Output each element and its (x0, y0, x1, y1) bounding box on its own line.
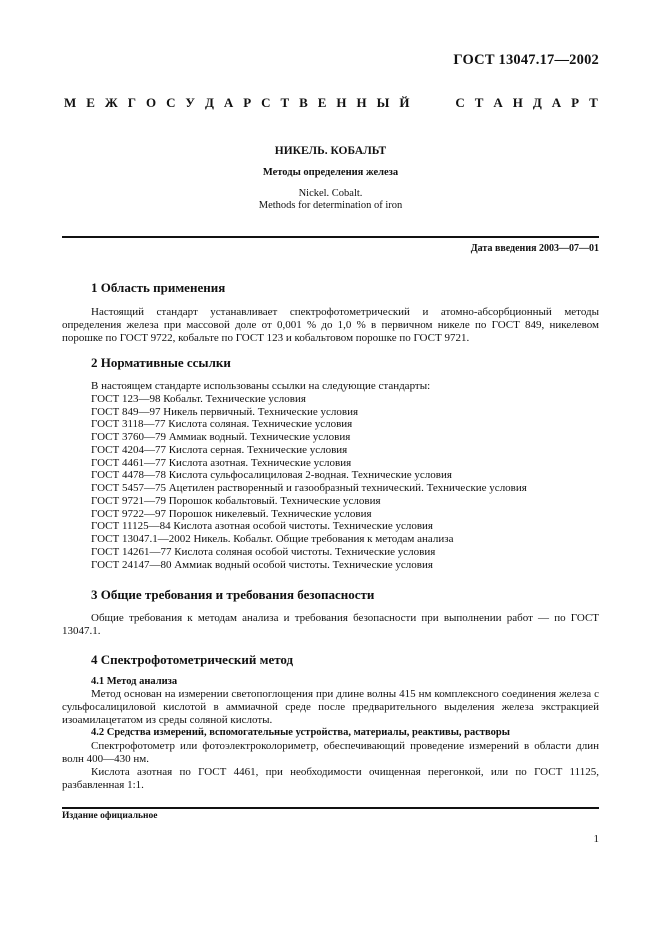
banner-letter: М (64, 95, 77, 110)
reference-item: ГОСТ 849—97 Никель первичный. Технические условия (91, 405, 359, 418)
banner-word-gap (419, 95, 445, 111)
title-divider (62, 236, 599, 238)
banner-letter: Р (571, 95, 580, 110)
page-number: 1 (593, 833, 599, 845)
banner-letter: Н (336, 95, 347, 110)
reference-item: ГОСТ 3760—79 Аммиак водный. Технические условия (91, 431, 351, 443)
reference-item: ГОСТ 11125—84 Кислота азотная особой чистоты. Технические условия (91, 520, 433, 533)
banner-letter: Г (127, 95, 136, 110)
banner-letter: Т (474, 95, 484, 110)
banner-letter: Н (356, 95, 367, 110)
reference-item: ГОСТ 123—98 Кобальт. Технические условия (91, 392, 306, 405)
normative-references-list (91, 380, 527, 571)
banner-letter: Т (589, 95, 598, 110)
section-1-heading: 1 Область применения (91, 280, 226, 295)
banner-letter: С (455, 95, 465, 110)
reference-item: ГОСТ 13047.1—2002 Никель. Кобальт. Общие требования к методам анализа (91, 533, 454, 545)
banner-letter: А (493, 95, 503, 110)
references-intro: В настоящем стандарте использованы ссылки на следующие стандарты: (91, 380, 431, 392)
english-title-line2: Methods for determination of iron (258, 200, 403, 211)
banner-letter: У (185, 95, 195, 110)
subsection-4-2-heading: 4.2 Средства измерений, вспомогательные устройства, материалы, реактивы, растворы (91, 727, 510, 738)
footer-divider (62, 807, 599, 809)
banner-letter: С (166, 95, 176, 110)
banner-letter: Ы (376, 95, 390, 110)
reference-item: ГОСТ 24147—80 Аммиак водный особой чистоты. Технические условия (91, 558, 433, 571)
banner-letter: В (299, 95, 308, 110)
reference-item: ГОСТ 9721—79 Порошок кобальтовый. Технические условия (91, 494, 381, 507)
banner-letter: О (145, 95, 157, 110)
banner-letter: Р (243, 95, 252, 110)
section-2-heading: 2 Нормативные ссылки (91, 355, 231, 370)
reference-item: ГОСТ 5457—75 Ацетилен растворенный и газообразный технический. Технические условия (91, 482, 527, 494)
reference-item: ГОСТ 14261—77 Кислота соляная особой чистоты. Технические условия (91, 545, 436, 558)
interstate-standard-banner (64, 95, 598, 111)
banner-letter: Е (317, 95, 327, 110)
banner-letter: Н (512, 95, 523, 110)
standard-number: ГОСТ 13047.17—2002 (453, 52, 599, 68)
document-subtitle: Методы определения железа (262, 167, 399, 178)
subsection-4-2-paragraph-1: Спектрофотометр или фотоэлектроколориметр, обеспечивающий проведение измерений в области длин волн 400—430 нм. (62, 740, 599, 765)
official-edition-label: Издание официальное (62, 811, 158, 821)
reference-item: ГОСТ 9722—97 Порошок никелевый. Технические условия (91, 507, 372, 520)
banner-letter: Т (280, 95, 290, 110)
document-title: НИКЕЛЬ. КОБАЛЬТ (274, 145, 387, 157)
subsection-4-1-heading: 4.1 Метод анализа (91, 676, 178, 687)
banner-letter: Е (86, 95, 95, 110)
section-1-text: Настоящий стандарт устанавливает спектрофотометрический и атомно-абсорбционный методы определения железа при массовой доле от 0,001 % до 1,0 % в первичном никеле по ГОСТ 849, никелевом порошке по ГОСТ 9722, кобальте по ГОСТ 123 и кобальтовом порошке по ГОСТ 9721. (62, 306, 599, 344)
reference-item: ГОСТ 4478—78 Кислота сульфосалициловая 2-водная. Технические условия (91, 469, 452, 482)
section-3-heading: 3 Общие требования и требования безопасности (91, 587, 375, 602)
banner-letter: Ж (104, 95, 118, 110)
english-title-line1: Nickel. Cobalt. (298, 188, 363, 199)
banner-letter: С (261, 95, 271, 110)
banner-letter: А (223, 95, 234, 110)
section-3-text: Общие требования к методам анализа и требования безопасности при выполнении работ — по ГОСТ 13047.1. (62, 612, 599, 637)
section-4-heading: 4 Спектрофотометрический метод (91, 652, 294, 667)
banner-letter: А (551, 95, 562, 110)
english-title (0, 188, 661, 212)
reference-item: ГОСТ 3118—77 Кислота соляная. Технические условия (91, 418, 353, 431)
reference-item: ГОСТ 4461—77 Кислота азотная. Технические условия (91, 456, 352, 469)
banner-letter: Д (204, 95, 214, 110)
subsection-4-1-text: Метод основан на измерении светопоглощения при длине волны 415 нм комплексного соединения железа с сульфосалициловой кислотой в аммиачной среде после предварительного выделения железа экстракцией изоамилацетатом из среды соляной кислоты. (62, 688, 599, 726)
reference-item: ГОСТ 4204—77 Кислота серная. Технические условия (91, 443, 348, 456)
banner-letter: Й (399, 95, 410, 110)
introduction-date: Дата введения 2003—07—01 (470, 243, 599, 254)
subsection-4-2-paragraph-2: Кислота азотная по ГОСТ 4461, при необходимости очищенная перегонкой, или по ГОСТ 11125, разбавленная 1:1. (62, 766, 599, 791)
banner-letter: Д (532, 95, 542, 110)
